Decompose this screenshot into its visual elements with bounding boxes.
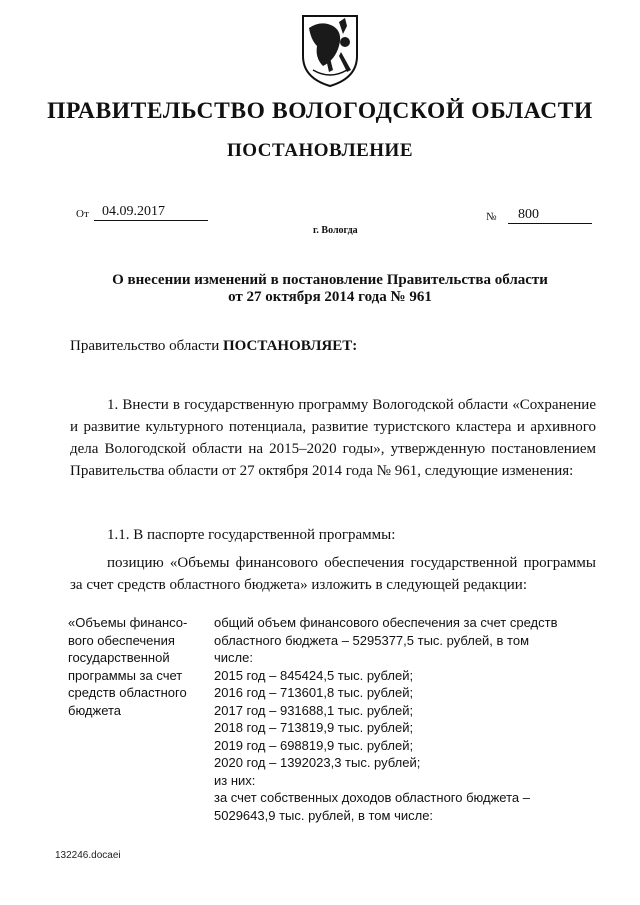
table-line: бюджета [68,702,122,718]
file-name: 132246.docaei [55,850,121,861]
table-line: «Объемы финансо- [68,615,188,630]
table-line: числе: [214,650,253,665]
table-line: государственной [68,650,170,665]
document-number: 800 [508,206,592,224]
table-line: 2016 год – 713601,8 тыс. рублей; [214,685,414,700]
financing-table [68,614,598,824]
table-line: 2020 год – 1392023,3 тыс. рублей; [214,755,421,770]
paragraph-1: 1. Внести в государственную программу Вологодской области «Сохранение и развитие культурного потенциала, развитие туристского кластера и архивного дела Вологодской области на 2015–2020 годы», утвержденную постановлением Правительства области от 27 октября 2014 года № 961, следующие изменения: [70,397,596,479]
table-line: из них: [214,772,256,788]
document-title [60,272,600,306]
table-line: средств областного [68,685,187,700]
paragraph-1-1: 1.1. В паспорте государственной программы: [107,527,396,543]
intro-verb: ПОСТАНОВЛЯЕТ: [222,338,358,354]
table-line: общий объем финансового обеспечения за счет средств [214,615,558,630]
title-line: О внесении изменений в постановление Правительства области [112,272,548,288]
table-line: за счет собственных доходов областного бюджета – [214,790,530,805]
label-lines [68,614,214,719]
table-row [68,614,598,824]
table-line: 2017 год – 931688,1 тыс. рублей; [214,702,414,718]
value-lines [214,614,598,824]
date-label: От [76,208,89,220]
table-line: программы за счет [68,667,183,683]
document-date: 04.09.2017 [94,203,208,221]
table-label-cell [68,614,214,824]
table-line: 5029643,9 тыс. рублей, в том числе: [214,807,434,823]
table-line: 2015 год – 845424,5 тыс. рублей; [214,667,414,683]
vologda-coat-of-arms-icon [299,12,361,90]
organization-name: ПРАВИТЕЛЬСТВО ВОЛОГОДСКОЙ ОБЛАСТИ [47,98,593,124]
resolution-intro [70,338,357,355]
table-line: 2019 год – 698819,9 тыс. рублей; [214,737,414,753]
table-line: областного бюджета – 5295377,5 тыс. рублей, в том [214,632,530,648]
city: г. Вологда [313,225,358,236]
number-label: № [486,211,497,223]
table-line: вого обеспечения [68,632,175,648]
paragraph-1-2: позицию «Объемы финансового обеспечения государственной программы за счет средств областного бюджета» изложить в следующей редакции: [70,555,596,593]
table-line: 2018 год – 713819,9 тыс. рублей; [214,720,414,735]
document-type: ПОСТАНОВЛЕНИЕ [226,140,414,161]
title-line: от 27 октября 2014 года № 961 [228,289,432,305]
table-value-cell [214,614,598,824]
intro-subject: Правительство области [70,338,223,354]
